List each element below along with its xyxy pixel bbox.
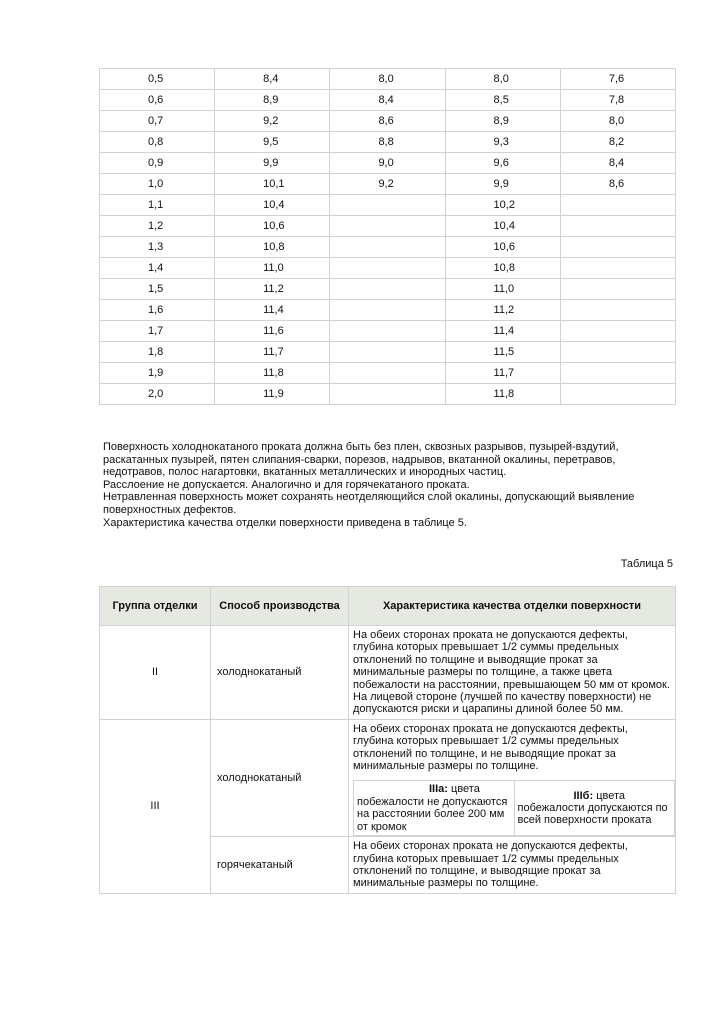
table-cell: 0,7 bbox=[100, 111, 215, 132]
table-cell: 8,0 bbox=[560, 111, 675, 132]
header-production-method: Способ производства bbox=[211, 587, 349, 626]
table-cell bbox=[330, 342, 445, 363]
table-cell: 1,6 bbox=[100, 300, 215, 321]
table-cell: 8,4 bbox=[330, 90, 445, 111]
table-cell: 0,8 bbox=[100, 132, 215, 153]
table-cell: 11,4 bbox=[445, 321, 560, 342]
table-cell bbox=[330, 300, 445, 321]
table-cell bbox=[330, 216, 445, 237]
table-cell bbox=[330, 195, 445, 216]
method-cell: холоднокатаный bbox=[211, 626, 349, 720]
table-cell: 1,1 bbox=[100, 195, 215, 216]
table-cell bbox=[330, 384, 445, 405]
table-row bbox=[100, 363, 676, 384]
table-cell: 1,4 bbox=[100, 258, 215, 279]
table-cell bbox=[560, 300, 675, 321]
table-cell: 10,6 bbox=[215, 216, 330, 237]
table-cell: 9,6 bbox=[445, 153, 560, 174]
table-cell: 11,9 bbox=[215, 384, 330, 405]
table-cell bbox=[560, 321, 675, 342]
table-cell: 0,6 bbox=[100, 90, 215, 111]
method-cell: холоднокатаный bbox=[211, 719, 349, 836]
group-cell: II bbox=[100, 626, 211, 720]
table-cell bbox=[560, 279, 675, 300]
table-cell: 10,4 bbox=[215, 195, 330, 216]
table-cell: 2,0 bbox=[100, 384, 215, 405]
table-cell: 1,5 bbox=[100, 279, 215, 300]
table-cell bbox=[560, 363, 675, 384]
table-cell: 8,4 bbox=[215, 69, 330, 90]
table-cell: 9,3 bbox=[445, 132, 560, 153]
table-cell: 11,7 bbox=[445, 363, 560, 384]
table-cell: 8,4 bbox=[560, 153, 675, 174]
table-cell: 11,8 bbox=[215, 363, 330, 384]
subgroup-row bbox=[354, 781, 675, 836]
table-cell: 8,9 bbox=[445, 111, 560, 132]
table-cell bbox=[560, 237, 675, 258]
table-cell: 0,9 bbox=[100, 153, 215, 174]
table-row bbox=[100, 279, 676, 300]
table-cell bbox=[330, 258, 445, 279]
table-cell: 1,0 bbox=[100, 174, 215, 195]
table-row bbox=[100, 258, 676, 279]
table-cell: 8,6 bbox=[560, 174, 675, 195]
table-cell bbox=[560, 258, 675, 279]
table-cell: 7,8 bbox=[560, 90, 675, 111]
table-cell: 7,6 bbox=[560, 69, 675, 90]
paragraph-reference: Характеристика качества отделки поверхности приведена в таблице 5. bbox=[103, 516, 467, 529]
table-cell: 8,0 bbox=[330, 69, 445, 90]
subgroup-b bbox=[514, 781, 675, 836]
table-cell: 9,0 bbox=[330, 153, 445, 174]
table-cell: 9,2 bbox=[215, 111, 330, 132]
subgroup-a-text: цвета побежалости не допускаются на расстоянии более 200 мм от кромок bbox=[357, 783, 508, 833]
table-cell: 10,8 bbox=[215, 237, 330, 258]
table-cell bbox=[560, 384, 675, 405]
description-text: На обеих сторонах проката не допускаются дефекты, глубина которых превышает 1/2 суммы предельных отклонений по толщине, и не выводящие прокат за минимальные размеры по толщине. bbox=[353, 722, 628, 773]
table-cell bbox=[560, 342, 675, 363]
subgroup-b-text: цвета побежалости допускаются по всей поверхности проката bbox=[517, 789, 668, 827]
thickness-table bbox=[99, 68, 676, 405]
table-row bbox=[100, 719, 676, 836]
table-cell: 1,9 bbox=[100, 363, 215, 384]
table-row bbox=[100, 626, 676, 720]
subgroup-a bbox=[354, 781, 515, 836]
table-row bbox=[100, 90, 676, 111]
description-cell: На обеих сторонах проката не допускаются дефекты, глубина которых превышает 1/2 суммы предельных отклонений по толщине и выводящие прокат за минимальные размеры по толщине, а также цвета побежалости на расстоянии, превышающем 50 мм от кромок. На лицевой стороне (лучшей по качеству поверхности) не допускаются риски и царапины длиной более 50 мм. bbox=[349, 626, 676, 720]
table-cell: 11,2 bbox=[445, 300, 560, 321]
table-row bbox=[100, 237, 676, 258]
table-row bbox=[100, 111, 676, 132]
method-cell: горячекатаный bbox=[211, 837, 349, 894]
table-cell: 11,5 bbox=[445, 342, 560, 363]
table-cell: 11,7 bbox=[215, 342, 330, 363]
description-cell: На обеих сторонах проката не допускаются дефекты, глубина которых превышает 1/2 суммы предельных отклонений по толщине, и выводящие прокат за минимальные размеры по толщине. bbox=[349, 837, 676, 894]
header-finish-group: Группа отделки bbox=[100, 587, 211, 626]
subgroup-b-label: IIIб: bbox=[573, 789, 594, 802]
table-cell: 8,5 bbox=[445, 90, 560, 111]
table-row bbox=[100, 300, 676, 321]
table-cell: 1,7 bbox=[100, 321, 215, 342]
subgroup-table bbox=[353, 780, 675, 836]
table-cell: 11,6 bbox=[215, 321, 330, 342]
table-cell bbox=[330, 363, 445, 384]
table-cell: 8,8 bbox=[330, 132, 445, 153]
table-row bbox=[100, 216, 676, 237]
table-cell: 1,2 bbox=[100, 216, 215, 237]
table-cell: 8,9 bbox=[215, 90, 330, 111]
table-cell: 0,5 bbox=[100, 69, 215, 90]
table-cell: 10,1 bbox=[215, 174, 330, 195]
table-row bbox=[100, 384, 676, 405]
table-cell: 8,0 bbox=[445, 69, 560, 90]
table-cell: 1,3 bbox=[100, 237, 215, 258]
table-cell: 11,2 bbox=[215, 279, 330, 300]
table-header-row bbox=[100, 587, 676, 626]
table-cell bbox=[560, 216, 675, 237]
table-cell: 11,4 bbox=[215, 300, 330, 321]
table-cell: 1,8 bbox=[100, 342, 215, 363]
description-cell bbox=[349, 719, 676, 836]
table-cell: 10,2 bbox=[445, 195, 560, 216]
table-cell: 9,5 bbox=[215, 132, 330, 153]
table-row bbox=[100, 195, 676, 216]
group-cell: III bbox=[100, 719, 211, 893]
header-quality-characteristic: Характеристика качества отделки поверхности bbox=[349, 587, 676, 626]
table-cell bbox=[560, 195, 675, 216]
table-cell bbox=[330, 237, 445, 258]
paragraph-delamination: Расслоение не допускается. Аналогично и для горячекатаного проката. bbox=[103, 478, 470, 491]
table-cell: 9,9 bbox=[445, 174, 560, 195]
paragraph-defects: Поверхность холоднокатаного проката должна быть без плен, сквозных разрывов, пузырей-вздутий, раскатанных пузырей, пятен слипания-сварки, порезов, надрывов, вкатанной окалины, перетравов, недотравов, полос нагартовки, вкатанных металлических и инородных частиц. bbox=[103, 441, 619, 479]
table-row bbox=[100, 174, 676, 195]
table-cell bbox=[330, 321, 445, 342]
table-cell: 11,0 bbox=[215, 258, 330, 279]
paragraph-scale: Нетравленная поверхность может сохранять неотделяющийся слой окалины, допускающий выявление поверхностных дефектов. bbox=[103, 491, 635, 516]
table-caption: Таблица 5 bbox=[620, 558, 673, 570]
table-cell: 8,6 bbox=[330, 111, 445, 132]
table-cell: 9,9 bbox=[215, 153, 330, 174]
table-cell: 10,6 bbox=[445, 237, 560, 258]
table-cell: 10,4 bbox=[445, 216, 560, 237]
table-cell: 9,2 bbox=[330, 174, 445, 195]
table-row bbox=[100, 342, 676, 363]
table-row bbox=[100, 321, 676, 342]
table-row bbox=[100, 69, 676, 90]
table-cell: 8,2 bbox=[560, 132, 675, 153]
table-cell: 11,0 bbox=[445, 279, 560, 300]
table-cell bbox=[330, 279, 445, 300]
subgroup-a-label: IIIа: bbox=[429, 783, 448, 796]
table-row bbox=[100, 153, 676, 174]
finish-quality-table bbox=[99, 586, 676, 894]
table-cell: 10,8 bbox=[445, 258, 560, 279]
surface-requirements-text bbox=[103, 441, 673, 529]
table-cell: 11,8 bbox=[445, 384, 560, 405]
table-row bbox=[100, 132, 676, 153]
